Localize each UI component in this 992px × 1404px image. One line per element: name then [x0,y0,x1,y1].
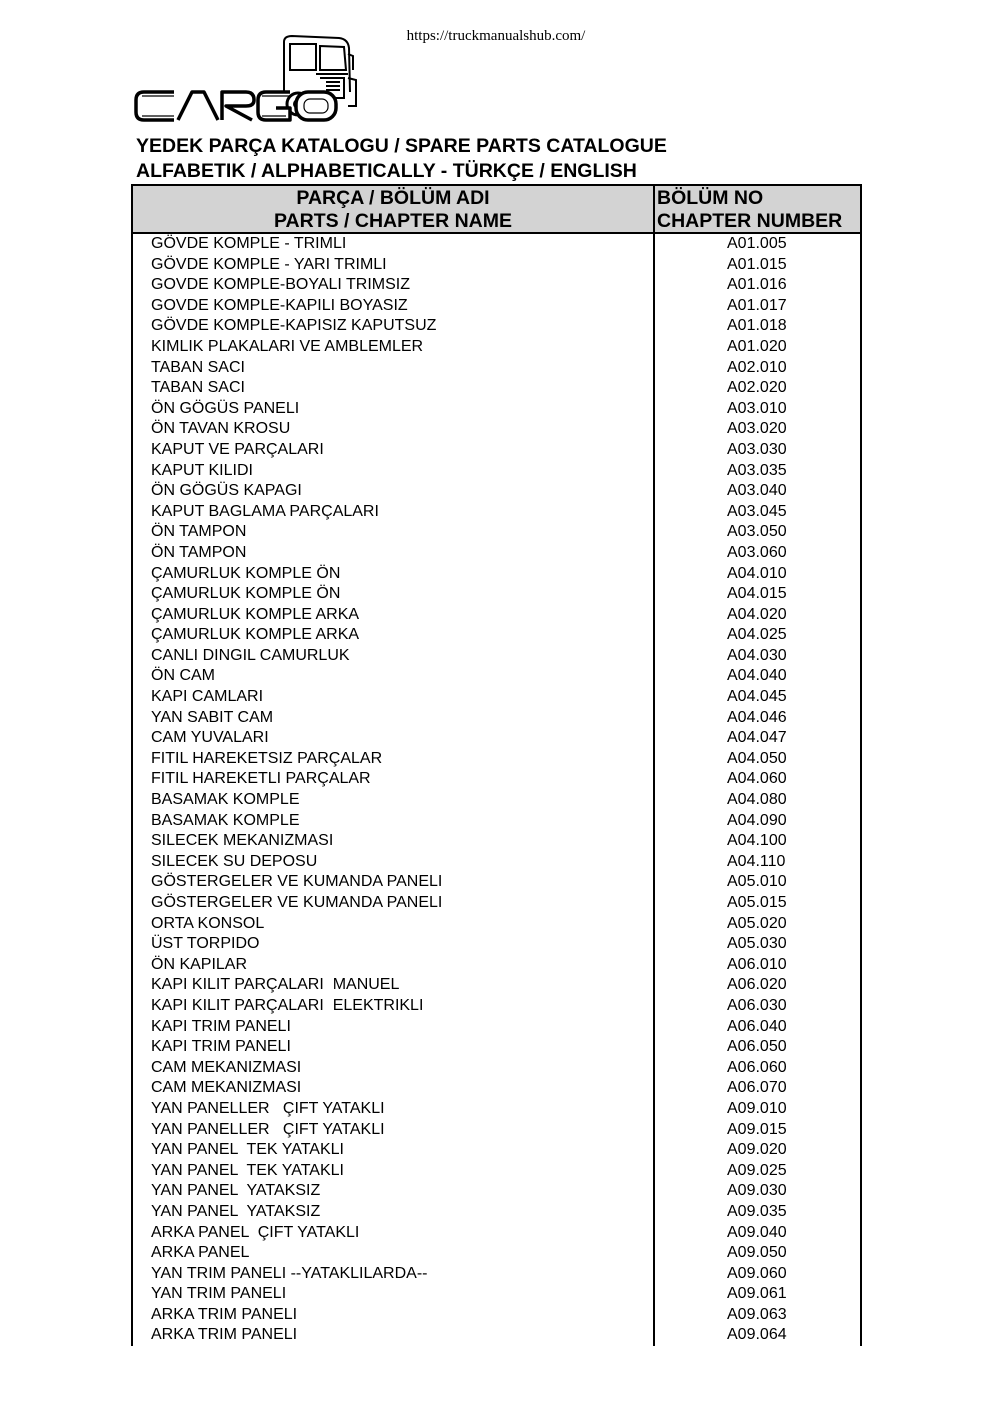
chapter-number: A09.060 [727,1264,787,1282]
part-name: ÜST TORPIDO [151,935,260,953]
chapter-number: A01.017 [727,296,787,314]
chapter-number: A01.020 [727,337,787,355]
table-row [133,234,860,255]
part-name: YAN PANEL YATAKSIZ [151,1182,321,1200]
part-name: GOVDE KOMPLE-KAPILI BOYASIZ [151,296,408,314]
table-row [133,955,860,976]
table-row [133,1202,860,1223]
table-header [133,184,860,234]
table-row [133,1037,860,1058]
col-header-number [657,187,860,233]
chapter-number: A01.015 [727,255,787,273]
table-row [133,337,860,358]
table-row [133,1058,860,1079]
chapter-number: A09.025 [727,1161,787,1179]
table-row [133,1120,860,1141]
chapter-number: A04.060 [727,770,787,788]
chapter-number: A04.045 [727,688,787,706]
part-name: ÖN KAPILAR [151,955,248,973]
part-name: YAN PANEL YATAKSIZ [151,1202,321,1220]
part-name: KAPUT KILIDI [151,461,253,479]
chapter-number: A06.060 [727,1058,787,1076]
table-row [133,625,860,646]
chapter-number: A09.040 [727,1223,787,1241]
table-row [133,996,860,1017]
chapter-number: A06.070 [727,1079,787,1097]
table-row [133,564,860,585]
table-row [133,584,860,605]
chapter-number: A09.064 [727,1326,787,1344]
chapter-number: A04.030 [727,646,787,664]
part-name: SILECEK SU DEPOSU [151,852,318,870]
part-name: ÇAMURLUK KOMPLE ÖN [151,564,341,582]
part-name: TABAN SACI [151,379,245,397]
part-name: KAPI KILIT PARÇALARI MANUEL [151,976,400,994]
part-name: FITIL HAREKETSIZ PARÇALAR [151,749,383,767]
chapter-number: A03.050 [727,523,787,541]
part-name: GÖSTERGELER VE KUMANDA PANELI [151,873,443,891]
title-line-2: ALFABETIK / ALPHABETICALLY - TÜRKÇE / ENGLISH [136,160,637,182]
chapter-number: A06.040 [727,1017,787,1035]
chapter-number: A09.050 [727,1244,787,1262]
table-row [133,1305,860,1326]
table-row [133,1140,860,1161]
chapter-number: A01.016 [727,276,787,294]
catalogue-title [136,134,667,184]
part-name: ÖN GÖGÜS KAPAGI [151,482,302,500]
part-name: GÖSTERGELER VE KUMANDA PANELI [151,894,443,911]
chapter-number: A04.050 [727,749,787,767]
chapter-number: A05.020 [727,914,787,932]
part-name: YAN PANEL TEK YATAKLI [151,1161,344,1179]
col-header-number-en: CHAPTER NUMBER [657,210,843,232]
table-row [133,1284,860,1305]
chapter-number: A03.040 [727,482,787,500]
table-row [133,646,860,667]
chapter-number: A04.046 [727,708,787,726]
part-name: ÖN GÖGÜS PANELI [151,399,300,417]
part-name: ARKA TRIM PANELI [151,1326,298,1344]
chapter-number: A09.010 [727,1099,787,1117]
chapter-number: A03.010 [727,399,787,417]
chapter-number: A06.010 [727,955,787,973]
chapter-number: A03.060 [727,543,787,561]
table-row [133,543,860,564]
table-row [133,605,860,626]
part-name: ÖN TAVAN KROSU [151,420,291,438]
part-name: KAPUT BAGLAMA PARÇALARI [151,502,379,520]
chapter-number: A04.090 [727,811,787,829]
table-body [133,234,860,1346]
chapter-number: A04.020 [727,605,787,623]
table-row [133,358,860,379]
part-name: ÇAMURLUK KOMPLE ARKA [151,626,360,644]
table-row [133,769,860,790]
chapter-number: A09.015 [727,1120,787,1138]
chapter-number: A04.025 [727,626,787,644]
table-row [133,790,860,811]
table-row [133,419,860,440]
table-row [133,872,860,893]
part-name: CANLI DINGIL CAMURLUK [151,646,350,664]
chapter-number: A09.030 [727,1182,787,1200]
table-row [133,811,860,832]
part-name: ARKA PANEL [151,1244,250,1262]
part-name: ARKA PANEL ÇIFT YATAKLI [151,1223,360,1241]
chapter-number: A04.040 [727,667,787,685]
part-name: ORTA KONSOL [151,914,265,932]
table-row [133,502,860,523]
part-name: YAN TRIM PANELI [151,1285,287,1303]
part-name: ÇAMURLUK KOMPLE ÖN [151,585,341,603]
part-name: BASAMAK KOMPLE [151,811,300,829]
table-row [133,934,860,955]
part-name: BASAMAK KOMPLE [151,791,300,809]
part-name: YAN SABIT CAM [151,708,274,726]
table-row [133,316,860,337]
part-name: KAPI KILIT PARÇALARI ELEKTRIKLI [151,996,424,1014]
table-row [133,1243,860,1264]
chapter-number: A09.035 [727,1202,787,1220]
part-name: YAN PANELLER ÇIFT YATAKLI [151,1120,385,1138]
table-row [133,440,860,461]
table-row [133,399,860,420]
table-row [133,728,860,749]
source-url: https://truckmanualshub.com/ [406,28,586,44]
chapter-number: A04.015 [727,585,787,603]
chapter-number: A05.015 [727,894,787,911]
part-name: YAN PANEL TEK YATAKLI [151,1141,344,1159]
chapter-number: A09.061 [727,1285,787,1303]
part-name: GÖVDE KOMPLE - TRIMLI [151,235,347,252]
chapter-number: A03.045 [727,502,787,520]
table-row [133,852,860,873]
chapter-number: A05.030 [727,935,787,953]
col-header-name-tr: PARÇA / BÖLÜM ADI [296,187,490,209]
chapter-number: A05.010 [727,873,787,891]
part-name: KAPI CAMLARI [151,688,264,706]
part-name: KAPUT VE PARÇALARI [151,440,324,458]
part-name: ÇAMURLUK KOMPLE ARKA [151,605,360,623]
chapter-number: A04.047 [727,729,787,747]
part-name: KAPI TRIM PANELI [151,1038,291,1056]
table-row [133,296,860,317]
col-header-name [133,187,653,233]
chapter-number: A06.030 [727,996,787,1014]
table-row [133,275,860,296]
table-row [133,975,860,996]
table-row [133,1078,860,1099]
table-row [133,687,860,708]
table-row [133,481,860,502]
chapter-number: A04.010 [727,564,787,582]
part-name: CAM YUVALARI [151,729,269,747]
col-header-name-en: PARTS / CHAPTER NAME [274,210,512,232]
cargo-logo [134,34,362,126]
table-row [133,749,860,770]
table-row [133,1223,860,1244]
table-row [133,1017,860,1038]
part-name: GOVDE KOMPLE-BOYALI TRIMSIZ [151,276,411,294]
parts-table [131,184,862,1346]
chapter-number: A03.030 [727,440,787,458]
chapter-number: A02.020 [727,379,787,397]
table-row [133,522,860,543]
part-name: KAPI TRIM PANELI [151,1017,291,1035]
table-row [133,708,860,729]
chapter-number: A09.020 [727,1141,787,1159]
table-row [133,255,860,276]
title-line-1: YEDEK PARÇA KATALOGU / SPARE PARTS CATALOGUE [136,135,667,157]
chapter-number: A01.005 [727,235,787,252]
table-row [133,378,860,399]
part-name: KIMLIK PLAKALARI VE AMBLEMLER [151,337,424,355]
table-row [133,666,860,687]
chapter-number: A06.050 [727,1038,787,1056]
table-row [133,1181,860,1202]
chapter-number: A06.020 [727,976,787,994]
chapter-number: A03.035 [727,461,787,479]
part-name: ÖN TAMPON [151,543,247,561]
col-header-number-tr: BÖLÜM NO [657,187,764,209]
chapter-number: A09.063 [727,1305,787,1323]
part-name: CAM MEKANIZMASI [151,1058,302,1076]
part-name: FITIL HAREKETLI PARÇALAR [151,770,371,788]
chapter-number: A03.020 [727,420,787,438]
chapter-number: A04.080 [727,791,787,809]
part-name: GÖVDE KOMPLE - YARI TRIMLI [151,255,387,273]
chapter-number: A01.018 [727,317,787,335]
part-name: ARKA TRIM PANELI [151,1305,298,1323]
part-name: TABAN SACI [151,358,245,376]
table-row [133,1264,860,1285]
table-row [133,914,860,935]
table-row [133,1099,860,1120]
part-name: SILECEK MEKANIZMASI [151,832,334,850]
chapter-number: A04.100 [727,832,787,850]
part-name: YAN TRIM PANELI --YATAKLILARDA-- [151,1264,428,1282]
part-name: CAM MEKANIZMASI [151,1079,302,1097]
table-row [133,831,860,852]
table-row [133,1325,860,1346]
part-name: GÖVDE KOMPLE-KAPISIZ KAPUTSUZ [151,317,437,335]
part-name: ÖN TAMPON [151,523,247,541]
chapter-number: A04.110 [727,852,786,870]
table-row [133,461,860,482]
table-row [133,1161,860,1182]
part-name: ÖN CAM [151,667,215,685]
table-row [133,893,860,914]
chapter-number: A02.010 [727,358,787,376]
part-name: YAN PANELLER ÇIFT YATAKLI [151,1099,385,1117]
